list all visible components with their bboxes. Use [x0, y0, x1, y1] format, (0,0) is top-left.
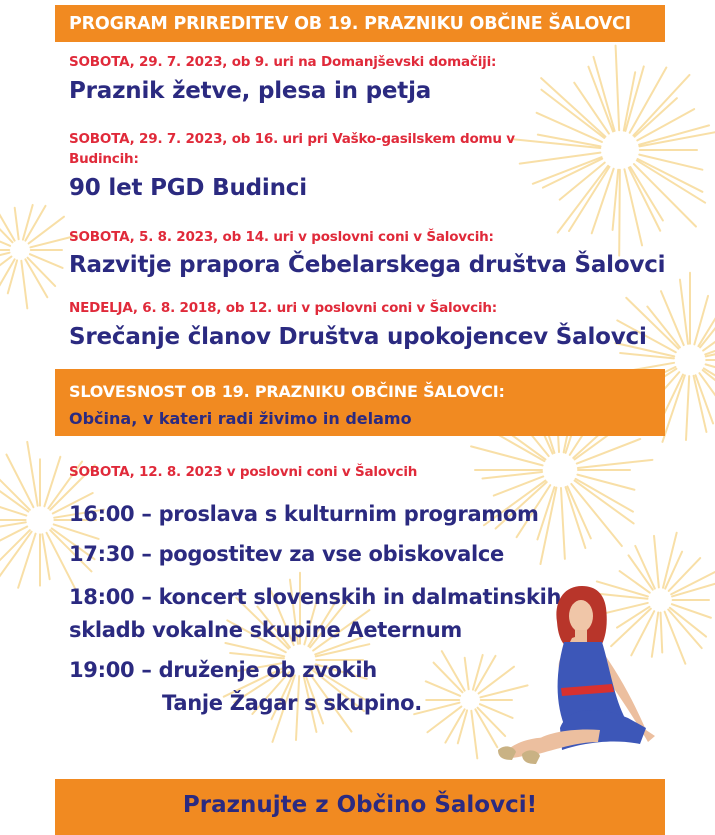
firework-ray: [578, 460, 653, 468]
firework-ray: [680, 280, 688, 344]
firework-ray: [25, 259, 47, 297]
firework-ray: [694, 376, 707, 432]
schedule-item-1900-line-2: Tanje Žagar s skupino.: [162, 691, 422, 715]
woman-photo: [450, 578, 715, 778]
schedule-item-1730: 17:30 – pogostitev za vse obiskovalce: [69, 542, 504, 566]
firework-ray: [577, 475, 634, 490]
firework-ray: [44, 457, 60, 506]
event-3-title: Razvitje prapora Čebelarskega društva Šalovci: [69, 252, 666, 278]
firework-ray: [18, 534, 35, 588]
event-4-when: NEDELJA, 6. 8. 2018, ob 12. uri v poslovni coni v Šalovcih:: [69, 300, 497, 316]
firework-ray: [686, 376, 689, 440]
firework-ray: [561, 488, 565, 559]
firework-ray: [629, 168, 660, 231]
event-3-when: SOBOTA, 5. 8. 2023, ob 14. uri v poslovni coni v Šalovcih:: [69, 229, 494, 245]
firework-ray: [21, 261, 27, 309]
firework-ray: [576, 479, 633, 512]
firework-ray: [616, 46, 620, 131]
program-header-band: [55, 5, 665, 42]
event-1-when: SOBOTA, 29. 7. 2023, ob 9. uri na Domanjševski domačiji:: [69, 54, 497, 70]
program-title: PROGRAM PRIREDITEV OB 19. PRAZNIKU OBČINE ŠALOVCI: [69, 14, 631, 34]
schedule-item-1900-line-1: 19:00 – druženje ob zvokih: [69, 658, 377, 682]
firework-ray: [482, 472, 542, 479]
firework-ray: [594, 57, 615, 131]
firework-ray: [23, 205, 33, 240]
firework-ray: [15, 208, 19, 240]
firework-ray: [0, 532, 32, 583]
firework-ray: [619, 170, 620, 256]
ceremony-title: SLOVESNOST OB 19. PRAZNIKU OBČINE ŠALOVCI:: [69, 382, 505, 401]
firework-ray: [0, 503, 26, 516]
firework-ray: [8, 260, 17, 293]
schedule-item-1600: 16:00 – proslava s kulturnim programom: [69, 502, 539, 526]
event-2-when-line-2: Budincih:: [69, 151, 139, 167]
firework-ray: [637, 109, 694, 140]
event-2-when-line-1: SOBOTA, 29. 7. 2023, ob 16. uri pri Vaško-gasilskem domu v: [69, 131, 515, 147]
ceremony-header-band: [55, 369, 665, 436]
footer-slogan: Praznujte z Občino Šalovci!: [182, 792, 538, 818]
event-4-title: Srečanje članov Društva upokojencev Šalovci: [69, 324, 647, 350]
event-1-title: Praznik žetve, plesa in petja: [69, 78, 432, 104]
ceremony-subtitle: Občina, v kateri radi živimo in delamo: [69, 409, 412, 428]
firework-ray: [638, 159, 703, 192]
firework-ray: [613, 170, 619, 230]
firework-ray: [694, 296, 708, 345]
schedule-item-1800-line-2: skladb vokalne skupine Aeternum: [69, 618, 462, 642]
firework-ray: [0, 201, 15, 240]
firework-ray: [0, 530, 30, 561]
schedule-item-1800-line-1: 18:00 – koncert slovenskih in dalmatinskih: [69, 585, 562, 609]
event-2-title: 90 let PGD Budinci: [69, 175, 307, 201]
firework-ray: [571, 484, 621, 546]
firework-ray: [42, 534, 49, 579]
footer-band: [55, 779, 665, 835]
ceremony-when: SOBOTA, 12. 8. 2023 v poslovni coni v Šalovcih: [69, 464, 418, 480]
